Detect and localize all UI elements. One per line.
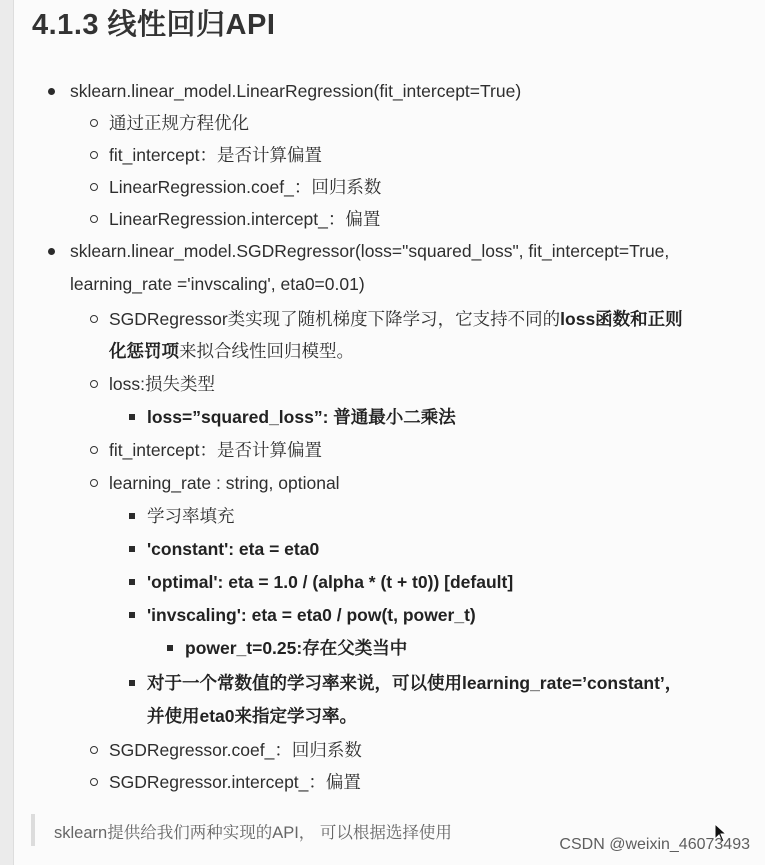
list-item-learning-rate: learning_rate : string, optional [109,473,340,493]
list-item-lr-intercept: LinearRegression.intercept_：偏置 [109,209,381,229]
bullet-circle [90,215,98,223]
list-item-constant-note-cont [147,705,357,727]
bullet-square [129,414,135,420]
bullet-square [129,680,135,686]
bullet-square [167,645,173,651]
list-item-optimal: 'optimal': eta = 1.0 / (alpha * (t + t0)) [default] [147,572,514,592]
note-text: 来指定学习率。 [234,706,358,726]
document-page [14,0,765,865]
csdn-watermark: CSDN @weixin_46073493 [559,836,750,853]
list-item-linear-regression: sklearn.linear_model.LinearRegression(fit_intercept=True) [70,81,522,101]
note-code: learning_rate=’constant’ [462,673,665,693]
list-item-sgd-regressor-cont: learning_rate ='invscaling', eta0=0.01) [70,274,365,294]
list-item-squared-loss: loss=”squared_loss”: 普通最小二乘法 [147,407,456,427]
desc-text: 来拟合线性回归模型。 [179,341,354,361]
bullet-square [129,612,135,618]
list-item-invscaling: 'invscaling': eta = eta0 / pow(t, power_t) [147,605,476,625]
note-text: 并使用 [147,706,200,726]
desc-bold: 化惩罚项 [109,341,179,361]
list-item-power-t: power_t=0.25:存在父类当中 [185,638,408,658]
list-item-constant-note [147,672,682,694]
note-text: 对于一个常数值的学习率来说，可以使用 [147,673,462,693]
list-item-sgd-coef: SGDRegressor.coef_：回归系数 [109,740,362,760]
bullet-circle [90,183,98,191]
bullet-disc [48,88,55,95]
bullet-circle [90,446,98,454]
bullet-square [129,546,135,552]
bullet-disc [48,248,55,255]
blockquote-text: sklearn提供给我们两种实现的API， 可以根据选择使用 [54,824,452,842]
desc-bold: loss函数和正则 [560,309,683,329]
desc-text: SGDRegressor类实现了随机梯度下降学习，它支持不同的 [109,309,561,329]
list-item-constant: 'constant': eta = eta0 [147,539,320,559]
bullet-circle [90,479,98,487]
bullet-circle [90,315,98,323]
list-item-sgd-fit-intercept: fit_intercept：是否计算偏置 [109,440,322,460]
blockquote-bar [31,814,35,846]
left-gutter [0,0,14,865]
bullet-circle [90,778,98,786]
section-heading: 4.1.3 线性回归API [32,9,276,41]
bullet-square [129,513,135,519]
bullet-square [129,579,135,585]
note-code: eta0 [199,706,235,726]
list-item-sgd-description-cont [109,340,354,362]
bullet-circle [90,380,98,388]
list-item-sgd-regressor: sklearn.linear_model.SGDRegressor(loss="squared_loss", fit_intercept=True, [70,241,670,261]
list-item-sgd-description [109,308,683,330]
list-item-loss: loss:损失类型 [109,374,215,394]
bullet-circle [90,119,98,127]
list-item-normal-equation: 通过正规方程优化 [109,113,249,133]
list-item-fit-intercept: fit_intercept：是否计算偏置 [109,145,322,165]
list-item-sgd-intercept: SGDRegressor.intercept_：偏置 [109,772,361,792]
note-text: ， [664,673,683,693]
list-item-lr-fill: 学习率填充 [147,506,235,526]
bullet-circle [90,746,98,754]
bullet-circle [90,151,98,159]
list-item-lr-coef: LinearRegression.coef_：回归系数 [109,177,382,197]
